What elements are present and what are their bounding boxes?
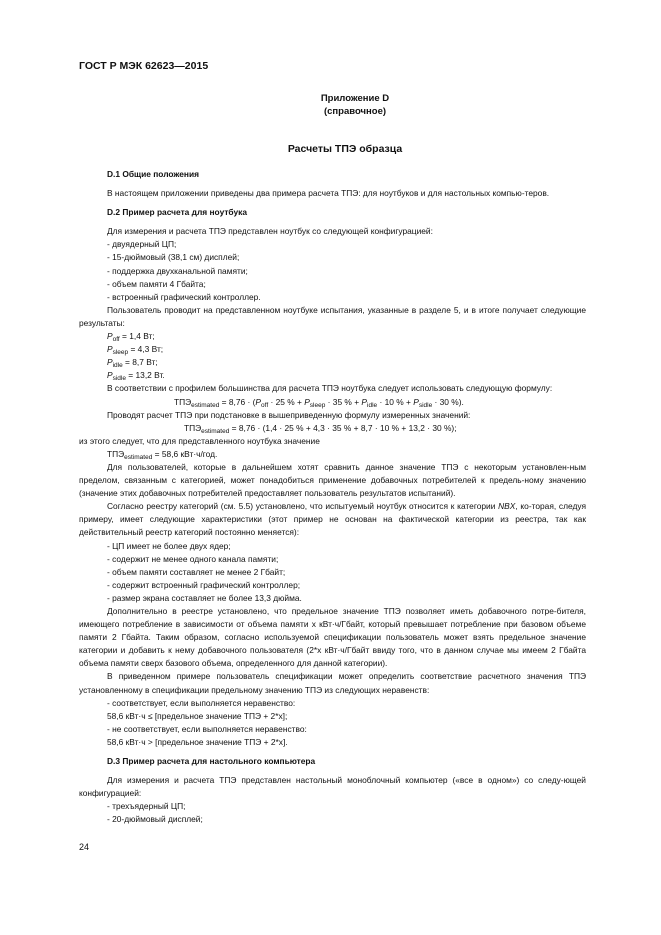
- formula-lhs-sub: estimated: [201, 427, 230, 435]
- result-subscript: idle: [112, 362, 123, 370]
- inequality: 58,6 кВт·ч ≤ [предельное значение ТПЭ + 2*x];: [107, 710, 288, 721]
- paragraph: Для измерения и расчета ТПЭ представлен ноутбук со следующей конфигурацией:: [107, 226, 433, 237]
- formula-part: · 30 %).: [432, 396, 464, 407]
- paragraph: Для пользователей, которые в дальнейшем хотят сравнить данное значение ТПЭ с некоторым установлен-ным пределом, связанным с категорией, может понадобиться применение добавочных потребителей к предель-ному значению (значение этих добавочных потребителей предоставляет пользователь результатов испытаний).: [79, 461, 586, 499]
- section-heading-d1: D.1 Общие положения: [107, 169, 200, 179]
- section-heading-d2: D.2 Пример расчета для ноутбука: [107, 207, 247, 218]
- paragraph: В соответствии с профилем большинства для расчета ТПЭ ноутбука следует использовать следующую формулу:: [107, 383, 553, 394]
- formula-substituted-rhs: = 8,76 · (1,4 · 25 % + 4,3 · 35 % + 8,7 · 10 % + 13,2 · 30 %);: [229, 422, 457, 433]
- formula-part: · 25 % +: [268, 396, 305, 407]
- list-item: - двуядерный ЦП;: [107, 239, 177, 250]
- formula-part: P: [304, 396, 310, 407]
- result-item: [79, 369, 586, 382]
- formula-lhs-sub: estimated: [191, 401, 220, 409]
- result-item: [79, 356, 586, 369]
- config-list: [79, 238, 586, 303]
- list-item: - соответствует, если выполняется неравенство:: [107, 697, 296, 708]
- result-lhs: ТПЭ: [107, 448, 125, 459]
- list-item: - содержит не менее одного канала памяти;: [107, 553, 279, 564]
- paragraph: Для измерения и расчета ТПЭ представлен настольный моноблочный компьютер («все в одном») со следу-ющей конфигурацией:: [79, 775, 586, 799]
- result-item: [79, 330, 586, 343]
- list-item: - объем памяти 4 Гбайта;: [107, 278, 206, 289]
- list-item: - трехъядерный ЦП;: [107, 801, 186, 812]
- formula-part: P: [255, 396, 262, 407]
- list-item: - встроенный графический контроллер.: [107, 291, 261, 302]
- page-number: 24: [79, 842, 90, 852]
- formula-part: off: [261, 401, 269, 409]
- result-value: = 4,3 Вт;: [128, 344, 164, 355]
- registry-text-b: , ко-торая, следуя примеру, имеет следующие характеристики (этот пример не основан на фактической категории из реестра, так как действительный реестр категорий постоянно меняется):: [79, 501, 586, 538]
- result-value: = 13,2 Вт.: [125, 370, 165, 381]
- category-list: [79, 540, 586, 605]
- result-symbol: P: [107, 331, 113, 342]
- annex-main-title: Расчеты ТПЭ образца: [287, 143, 403, 155]
- formula-part: sleep: [309, 401, 326, 409]
- formula-part: · 35 % +: [325, 396, 362, 407]
- results-list: [79, 330, 586, 382]
- config-list: [79, 800, 586, 826]
- annex-title: Приложение D: [320, 93, 390, 104]
- document-header: ГОСТ Р МЭК 62623—2015: [79, 60, 209, 72]
- paragraph: из этого следует, что для представленного ноутбука значение: [79, 435, 320, 446]
- result-symbol: P: [107, 370, 113, 381]
- formula-part: P: [361, 396, 368, 407]
- paragraph: Пользователь проводит на представленном ноутбуке испытания, указанные в разделе 5, и в итоге получает следующие результаты:: [79, 304, 586, 328]
- formula-rhs: [219, 397, 464, 407]
- paragraph: В приведенном примере пользователь спецификации может определить соответствие расчетного значения ТПЭ установленному в спецификации предельному значению ТПЭ из следующих неравенств:: [79, 671, 586, 695]
- result-item: [79, 343, 586, 356]
- list-item: - не соответствует, если выполняется неравенство:: [107, 723, 307, 734]
- paragraph: Дополнительно в реестре установлено, что предельное значение ТПЭ позволяет иметь добавочного потре-бителя, имеющего потребление в зависимости от объема памяти x кВт·ч/Гбайт, который превышает потребление при базовом объеме памяти 2 Гбайта. Таким образом, согласно используемой спецификации пользователь может взять предельное значение категории и добавить к нему добавочного пользователя (2*x кВт·ч/Гбайт ввиду того, что в данном случае мы имеем 2 Гбайта объема памяти сверх базового объема, определенного для данной категории).: [79, 606, 586, 669]
- section-heading-d3: D.3 Пример расчета для настольного компьютера: [107, 756, 316, 767]
- inequality: 58,6 кВт·ч > [предельное значение ТПЭ + 2*x].: [107, 736, 288, 747]
- list-item: - 20-дюймовый дисплей;: [107, 814, 203, 825]
- formula-part: = 8,76 · (: [219, 396, 256, 407]
- document-body: [79, 168, 586, 827]
- formula-lhs: ТПЭ: [184, 422, 202, 433]
- list-item: - ЦП имеет не более двух ядер;: [107, 540, 231, 551]
- list-item: - поддержка двухканальной памяти;: [107, 265, 248, 276]
- result-subscript: off: [112, 336, 120, 344]
- formula-tpe: [79, 396, 586, 409]
- formula-lhs: ТПЭ: [174, 396, 192, 407]
- list-item: - размер экрана составляет не более 13,3 дюйма.: [107, 592, 302, 603]
- result-value: = 1,4 Вт;: [119, 331, 155, 342]
- result-value: [79, 448, 586, 461]
- result-value: = 8,7 Вт;: [122, 357, 158, 368]
- result-lhs-sub: estimated: [124, 453, 153, 461]
- formula-part: sidle: [418, 401, 433, 409]
- registry-text-a: Согласно реестру категорий (см. 5.5) установлено, что испытуемый ноутбук относится к категории: [107, 501, 499, 512]
- formula-part: P: [413, 396, 419, 407]
- paragraph-registry: [79, 500, 586, 539]
- formula-part: idle: [367, 401, 378, 409]
- paragraph: В настоящем приложении приведены два примера расчета ТПЭ: для ноутбуков и для настольных компью-теров.: [107, 188, 550, 199]
- result-subscript: sidle: [112, 375, 126, 383]
- formula-part: · 10 % +: [377, 396, 414, 407]
- result-rhs: = 58,6 кВт·ч/год.: [152, 448, 218, 459]
- registry-category: NBX: [498, 501, 516, 512]
- paragraph: Проводят расчет ТПЭ при подстановке в вышеприведенную формулу измеренных значений:: [107, 409, 471, 420]
- result-symbol: P: [107, 344, 113, 355]
- annex-heading: [230, 92, 480, 118]
- result-symbol: P: [107, 357, 113, 368]
- formula-substituted: [79, 422, 586, 435]
- list-item: - содержит встроенный графический контроллер;: [107, 579, 301, 590]
- list-item: - объем памяти составляет не менее 2 Гбайт;: [107, 566, 286, 577]
- result-subscript: sleep: [112, 349, 129, 357]
- list-item: - 15-дюймовый (38,1 см) дисплей;: [107, 252, 240, 263]
- annex-type: (справочное): [323, 106, 387, 117]
